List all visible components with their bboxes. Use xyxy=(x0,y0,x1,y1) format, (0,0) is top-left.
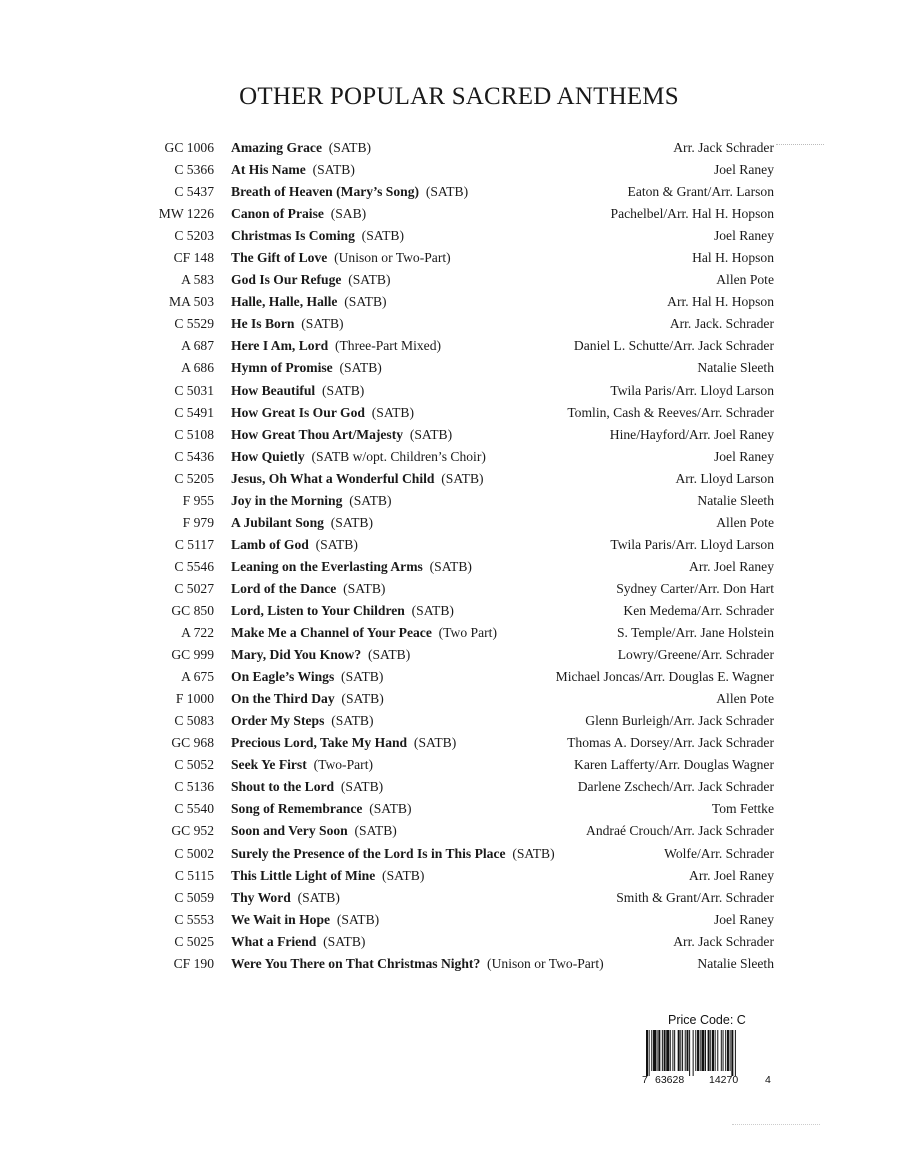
anthem-title-cell xyxy=(231,313,344,335)
anthem-row xyxy=(0,953,900,975)
barcode-bar xyxy=(653,1030,656,1071)
anthem-row xyxy=(0,644,900,666)
anthem-title: At His Name xyxy=(231,162,306,178)
composer-credit: Allen Pote xyxy=(716,272,774,288)
composer-credit: Lowry/Greene/Arr. Schrader xyxy=(617,647,774,663)
barcode-bar xyxy=(672,1030,673,1071)
anthem-title-cell xyxy=(231,446,486,468)
anthem-title-cell xyxy=(231,247,451,269)
composer-credit: Eaton & Grant/Arr. Larson xyxy=(627,184,774,200)
catalog-code: MW 1226 xyxy=(158,206,214,222)
anthem-row xyxy=(0,887,900,909)
anthem-row xyxy=(0,225,900,247)
anthem-title-cell xyxy=(231,666,383,688)
catalog-code: F 955 xyxy=(182,492,214,508)
composer-credit: Twila Paris/Arr. Lloyd Larson xyxy=(610,382,774,398)
anthem-voicing: (SATB) xyxy=(429,558,472,574)
catalog-code: C 5546 xyxy=(174,558,214,574)
anthem-row xyxy=(0,357,900,379)
anthem-voicing: (Two Part) xyxy=(438,625,497,641)
anthem-title-cell xyxy=(231,380,364,402)
barcode-bar xyxy=(658,1030,660,1071)
barcode-bar xyxy=(715,1030,716,1071)
anthem-voicing: (SATB) xyxy=(339,360,382,376)
anthem-voicing: (SATB) xyxy=(425,184,469,200)
anthem-voicing: (SATB) xyxy=(341,691,384,707)
anthem-row xyxy=(0,512,900,534)
barcode-bar xyxy=(730,1030,731,1071)
anthem-title-cell xyxy=(231,732,456,754)
anthem-voicing: (SATB) xyxy=(441,470,484,486)
anthem-row xyxy=(0,402,900,424)
anthem-voicing: (SATB) xyxy=(322,382,365,398)
anthem-voicing: (SATB) xyxy=(341,669,384,685)
anthem-title-cell xyxy=(231,490,392,512)
anthem-voicing: (SATB) xyxy=(367,647,411,663)
barcode-bar xyxy=(666,1030,669,1071)
anthem-title: Lord of the Dance xyxy=(231,580,337,596)
catalog-code: A 675 xyxy=(181,669,214,685)
anthem-title: Here I Am, Lord xyxy=(231,338,329,354)
anthem-title-cell xyxy=(231,225,404,247)
anthem-row xyxy=(0,446,900,468)
price-code: Price Code: C xyxy=(668,1013,746,1027)
anthem-row xyxy=(0,556,900,578)
composer-credit: Arr. Jack Schrader xyxy=(673,933,774,949)
barcode-bar xyxy=(717,1030,718,1071)
anthem-title: How Great Is Our God xyxy=(231,404,365,420)
barcode-left-group: 63628 xyxy=(655,1074,685,1086)
barcode-bar xyxy=(657,1030,658,1071)
composer-credit: Michael Joncas/Arr. Douglas E. Wagner xyxy=(555,669,774,685)
anthem-title: Were You There on That Christmas Night? xyxy=(231,955,481,971)
anthem-title: How Great Thou Art/Majesty xyxy=(231,426,404,442)
anthem-row xyxy=(0,534,900,556)
anthem-voicing: (SATB) xyxy=(336,911,380,927)
anthem-title: How Quietly xyxy=(231,448,305,464)
anthem-voicing: (SATB) xyxy=(315,536,358,552)
anthem-voicing: (SATB) xyxy=(301,316,344,332)
anthem-row xyxy=(0,203,900,225)
anthem-title: Shout to the Lord xyxy=(231,779,335,795)
composer-credit: Arr. Joel Raney xyxy=(689,558,774,574)
anthem-voicing: (SAB) xyxy=(330,206,367,222)
anthem-row xyxy=(0,798,900,820)
anthem-title-cell xyxy=(231,556,472,578)
anthem-title: Canon of Praise xyxy=(231,206,324,222)
anthem-title: Hymn of Promise xyxy=(231,360,333,376)
anthem-title: We Wait in Hope xyxy=(231,911,331,927)
page-title: OTHER POPULAR SACRED ANTHEMS xyxy=(239,83,679,110)
anthem-voicing: (SATB w/opt. Children’s Choir) xyxy=(311,448,486,464)
anthem-title-cell xyxy=(231,578,385,600)
composer-credit: Pachelbel/Arr. Hal H. Hopson xyxy=(610,206,774,222)
anthem-title-cell xyxy=(231,137,371,159)
anthem-row xyxy=(0,776,900,798)
barcode-bar xyxy=(695,1030,696,1071)
barcode-bar xyxy=(646,1030,648,1076)
composer-credit: Joel Raney xyxy=(713,162,774,178)
anthem-title-cell xyxy=(231,512,373,534)
composer-credit: Tomlin, Cash & Reeves/Arr. Schrader xyxy=(567,404,774,420)
anthem-row xyxy=(0,424,900,446)
composer-credit: Arr. Jack Schrader xyxy=(673,140,774,155)
composer-credit: Karen Lafferty/Arr. Douglas Wagner xyxy=(574,757,774,773)
anthem-row xyxy=(0,291,900,313)
anthem-title: Breath of Heaven (Mary’s Song) xyxy=(231,184,420,200)
composer-credit: Allen Pote xyxy=(716,514,774,530)
anthem-title: This Little Light of Mine xyxy=(231,867,376,883)
anthem-voicing: (SATB) xyxy=(331,713,374,729)
catalog-code: C 5205 xyxy=(174,470,214,486)
anthem-row xyxy=(0,247,900,269)
barcode-bar xyxy=(708,1030,710,1071)
anthem-title-cell xyxy=(231,688,384,710)
anthem-voicing: (SATB) xyxy=(312,162,355,178)
anthem-title-cell xyxy=(231,291,387,313)
anthem-voicing: (SATB) xyxy=(323,933,366,949)
anthem-title: Halle, Halle, Halle xyxy=(231,294,338,310)
barcode-bar xyxy=(693,1030,694,1076)
barcode-bar xyxy=(651,1030,652,1071)
anthem-title-cell xyxy=(231,534,358,556)
catalog-code: C 5052 xyxy=(174,757,214,773)
anthem-voicing: (SATB) xyxy=(297,889,340,905)
anthem-title: Lord, Listen to Your Children xyxy=(231,602,405,618)
anthem-title-cell xyxy=(231,909,379,931)
anthem-voicing: (SATB) xyxy=(369,801,412,817)
catalog-code: F 1000 xyxy=(175,691,214,707)
composer-credit: Natalie Sleeth xyxy=(697,492,774,508)
anthem-row xyxy=(0,269,900,291)
anthem-title: How Beautiful xyxy=(231,382,316,398)
composer-credit: Allen Pote xyxy=(716,691,774,707)
catalog-code: C 5027 xyxy=(174,580,214,596)
barcode-bar xyxy=(712,1030,714,1071)
anthem-voicing: (SATB) xyxy=(328,140,372,155)
composer-credit: Darlene Zschech/Arr. Jack Schrader xyxy=(577,779,774,795)
barcode-bar xyxy=(721,1030,722,1071)
anthem-voicing: (SATB) xyxy=(343,580,386,596)
anthem-title: A Jubilant Song xyxy=(231,514,324,530)
composer-credit: Joel Raney xyxy=(713,448,774,464)
composer-credit: Arr. Joel Raney xyxy=(689,867,774,883)
anthem-title-cell xyxy=(231,600,454,622)
catalog-code: C 5117 xyxy=(174,536,214,552)
barcode-bar xyxy=(723,1030,724,1071)
catalog-code: C 5136 xyxy=(174,779,214,795)
anthem-row xyxy=(0,710,900,732)
anthem-row xyxy=(0,159,900,181)
anthem-title: Seek Ye First xyxy=(231,757,307,773)
anthem-voicing: (SATB) xyxy=(382,867,425,883)
anthem-title-cell xyxy=(231,931,365,953)
catalog-code: MA 503 xyxy=(169,294,214,310)
anthem-row xyxy=(0,754,900,776)
catalog-code: CF 190 xyxy=(173,955,214,971)
anthem-title-cell xyxy=(231,710,373,732)
anthem-voicing: (Unison or Two-Part) xyxy=(334,250,451,266)
anthem-row xyxy=(0,622,900,644)
catalog-code: C 5059 xyxy=(174,889,214,905)
anthem-voicing: (SATB) xyxy=(361,228,404,244)
composer-credit: Twila Paris/Arr. Lloyd Larson xyxy=(610,536,774,552)
anthem-row xyxy=(0,865,900,887)
anthem-title: Leaning on the Everlasting Arms xyxy=(231,558,423,574)
composer-credit: Joel Raney xyxy=(713,228,774,244)
anthem-title-cell xyxy=(231,181,468,203)
barcode-bar xyxy=(705,1030,706,1071)
composer-credit: Glenn Burleigh/Arr. Jack Schrader xyxy=(585,713,774,729)
barcode-bar xyxy=(727,1030,729,1071)
anthem-row xyxy=(0,335,900,357)
barcode-first-digit: 7 xyxy=(642,1074,648,1086)
composer-credit: Arr. Lloyd Larson xyxy=(675,470,774,486)
catalog-code: A 686 xyxy=(181,360,214,376)
barcode-bar xyxy=(735,1030,736,1076)
bottom-dotted-line xyxy=(732,1124,820,1125)
anthem-title-cell xyxy=(231,865,424,887)
catalog-code: GC 999 xyxy=(171,647,214,663)
catalog-code: GC 1006 xyxy=(164,140,214,155)
anthem-title-cell xyxy=(231,754,373,776)
composer-credit: Ken Medema/Arr. Schrader xyxy=(623,602,774,618)
anthem-title-cell xyxy=(231,269,391,291)
composer-credit: Joel Raney xyxy=(713,911,774,927)
anthem-title: Thy Word xyxy=(231,889,291,905)
catalog-code: F 979 xyxy=(182,514,214,530)
anthem-voicing: (SATB) xyxy=(411,602,454,618)
barcode-bar xyxy=(664,1030,666,1071)
anthem-row xyxy=(0,490,900,512)
anthem-title-cell xyxy=(231,468,484,490)
catalog-code: C 5437 xyxy=(174,184,214,200)
barcode-bar xyxy=(700,1030,701,1071)
catalog-code: A 722 xyxy=(181,625,214,641)
anthem-voicing: (SATB) xyxy=(349,492,392,508)
anthem-title-cell xyxy=(231,843,555,865)
anthem-voicing: (SATB) xyxy=(344,294,387,310)
anthem-title: Joy in the Morning xyxy=(231,492,343,508)
barcode-bar xyxy=(731,1030,733,1076)
anthem-row xyxy=(0,931,900,953)
anthem-voicing: (SATB) xyxy=(413,735,457,751)
barcode-bar xyxy=(680,1030,681,1071)
anthem-voicing: (SATB) xyxy=(330,514,374,530)
barcode-bar xyxy=(670,1030,671,1071)
composer-credit: Wolfe/Arr. Schrader xyxy=(664,845,774,861)
anthem-title-cell xyxy=(231,357,382,379)
barcode-bar xyxy=(725,1030,726,1071)
catalog-code: C 5002 xyxy=(174,845,214,861)
catalog-code: C 5031 xyxy=(174,382,214,398)
anthem-voicing: (SATB) xyxy=(409,426,453,442)
barcode-bar xyxy=(662,1030,663,1071)
anthem-title-cell xyxy=(231,953,604,975)
anthem-title-cell xyxy=(231,424,452,446)
catalog-code: C 5436 xyxy=(174,448,214,464)
anthem-title: Mary, Did You Know? xyxy=(231,647,362,663)
anthem-title: Amazing Grace xyxy=(231,140,322,155)
anthem-title: Soon and Very Soon xyxy=(231,823,348,839)
catalog-code: GC 968 xyxy=(171,735,214,751)
catalog-code: C 5083 xyxy=(174,713,214,729)
anthem-row xyxy=(0,732,900,754)
catalog-code: GC 850 xyxy=(171,602,214,618)
composer-credit: Andraé Crouch/Arr. Jack Schrader xyxy=(586,823,774,839)
barcode-bar xyxy=(697,1030,699,1071)
barcode-bar xyxy=(710,1030,711,1071)
catalog-code: GC 952 xyxy=(171,823,214,839)
anthem-row xyxy=(0,380,900,402)
composer-credit: Arr. Jack. Schrader xyxy=(669,316,774,332)
barcode-block xyxy=(642,1013,772,1093)
anthem-voicing: (Unison or Two-Part) xyxy=(487,955,604,971)
anthem-voicing: (Two-Part) xyxy=(313,757,374,773)
catalog-code: C 5491 xyxy=(174,404,214,420)
anthem-voicing: (SATB) xyxy=(371,404,415,420)
anthem-title: On the Third Day xyxy=(231,691,335,707)
composer-credit: Hine/Hayford/Arr. Joel Raney xyxy=(609,426,774,442)
composer-credit: Thomas A. Dorsey/Arr. Jack Schrader xyxy=(567,735,774,751)
anthem-title-cell xyxy=(231,159,355,181)
anthem-voicing: (SATB) xyxy=(512,845,555,861)
catalog-code: C 5540 xyxy=(174,801,214,817)
catalog-code: C 5366 xyxy=(174,162,214,178)
anthem-title: On Eagle’s Wings xyxy=(231,669,335,685)
barcode-right-group: 14270 xyxy=(709,1074,739,1086)
catalog-code: A 687 xyxy=(181,338,214,354)
anthem-row xyxy=(0,688,900,710)
anthem-row xyxy=(0,820,900,842)
composer-credit: Natalie Sleeth xyxy=(697,955,774,971)
anthem-title: Jesus, Oh What a Wonderful Child xyxy=(231,470,435,486)
composer-credit: Sydney Carter/Arr. Don Hart xyxy=(616,580,774,596)
anthem-title: The Gift of Love xyxy=(231,250,328,266)
anthem-row xyxy=(0,313,900,335)
anthem-title: Song of Remembrance xyxy=(231,801,363,817)
anthem-title-cell xyxy=(231,622,497,644)
composer-credit: S. Temple/Arr. Jane Holstein xyxy=(617,625,774,641)
anthem-row xyxy=(0,909,900,931)
anthem-title: Precious Lord, Take My Hand xyxy=(231,735,408,751)
catalog-code: C 5115 xyxy=(174,867,214,883)
anthem-row xyxy=(0,137,900,159)
barcode-bar xyxy=(649,1030,650,1076)
catalog-code: CF 148 xyxy=(173,250,214,266)
anthem-voicing: (Three-Part Mixed) xyxy=(334,338,442,354)
barcode-bar xyxy=(678,1030,680,1071)
anthem-voicing: (SATB) xyxy=(340,779,384,795)
barcode-bar xyxy=(689,1030,690,1076)
barcode-bar xyxy=(686,1030,688,1071)
composer-credit: Daniel L. Schutte/Arr. Jack Schrader xyxy=(573,338,774,354)
anthem-title-cell xyxy=(231,776,383,798)
catalog-code: C 5553 xyxy=(174,911,214,927)
catalog-code: C 5108 xyxy=(174,426,214,442)
anthem-title: He Is Born xyxy=(231,316,295,332)
anthem-title: Order My Steps xyxy=(231,713,325,729)
anthem-title-cell xyxy=(231,887,340,909)
anthem-row xyxy=(0,600,900,622)
anthem-row xyxy=(0,468,900,490)
anthem-row xyxy=(0,843,900,865)
anthem-title: God Is Our Refuge xyxy=(231,272,342,288)
catalog-code: A 583 xyxy=(181,272,214,288)
anthem-title: Lamb of God xyxy=(231,536,309,552)
anthem-title-cell xyxy=(231,402,414,424)
composer-credit: Hal H. Hopson xyxy=(692,250,774,266)
anthem-row xyxy=(0,666,900,688)
barcode-bar xyxy=(674,1030,675,1071)
composer-credit: Arr. Hal H. Hopson xyxy=(667,294,774,310)
catalog-code: C 5529 xyxy=(174,316,214,332)
anthem-voicing: (SATB) xyxy=(354,823,397,839)
anthem-row xyxy=(0,181,900,203)
barcode-bar xyxy=(701,1030,704,1071)
anthem-title-cell xyxy=(231,820,397,842)
anthem-title-cell xyxy=(231,798,411,820)
anthem-title: Christmas Is Coming xyxy=(231,228,355,244)
anthem-title: Surely the Presence of the Lord Is in This Place xyxy=(231,845,506,861)
catalog-code: C 5025 xyxy=(174,933,214,949)
anthem-title-cell xyxy=(231,335,441,357)
composer-credit: Smith & Grant/Arr. Schrader xyxy=(616,889,774,905)
composer-credit: Natalie Sleeth xyxy=(697,360,774,376)
barcode-bar xyxy=(685,1030,686,1071)
anthem-title-cell xyxy=(231,644,410,666)
anthem-voicing: (SATB) xyxy=(348,272,391,288)
composer-credit: Tom Fettke xyxy=(711,801,774,817)
catalog-code: C 5203 xyxy=(174,228,214,244)
barcode-image xyxy=(642,1030,774,1076)
anthem-title: What a Friend xyxy=(231,933,317,949)
barcode-bar xyxy=(682,1030,683,1071)
anthem-title: Make Me a Channel of Your Peace xyxy=(231,625,432,641)
anthem-list xyxy=(0,137,900,975)
barcode-check-digit: 4 xyxy=(765,1074,771,1086)
anthem-title-cell xyxy=(231,203,366,225)
anthem-row xyxy=(0,578,900,600)
